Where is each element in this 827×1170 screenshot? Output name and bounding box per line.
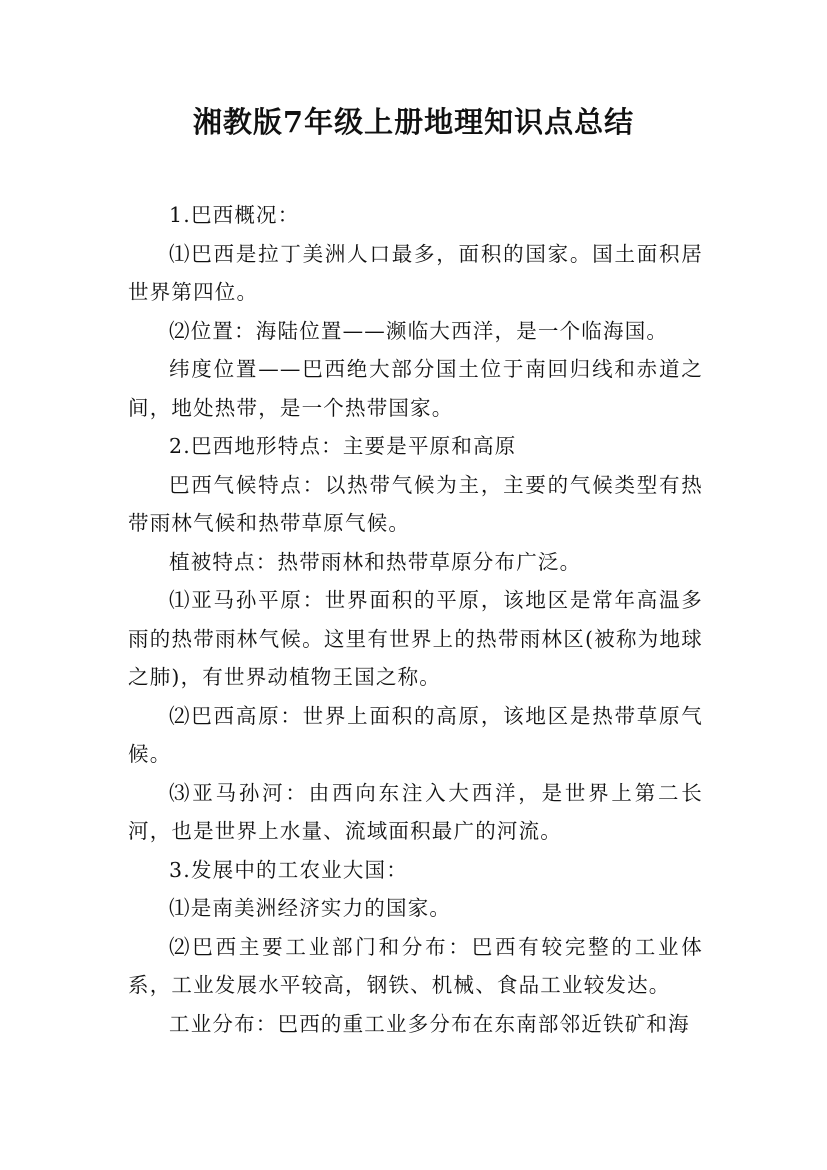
- paragraph-section-2-heading: 2.巴西地形特点：主要是平原和高原: [169, 434, 517, 458]
- document-body: [128, 196, 703, 1043]
- paragraph-section-3-heading: 3.发展中的工农业大国：: [169, 857, 408, 882]
- paragraph-industry-sectors: ⑵巴西主要工业部门和分布：巴西有较完整的工业体系，工业发展水平较高，钢铁、机械、食品工业较发达。: [128, 934, 703, 997]
- paragraph-latitude-position: 纬度位置——巴西绝大部分国土位于南回归线和赤道之间，地处热带，是一个热带国家。: [128, 357, 703, 420]
- paragraph-section-1-heading: 1.巴西概况：: [169, 203, 300, 227]
- paragraph-vegetation: 植被特点：热带雨林和热带草原分布广泛。: [169, 549, 582, 574]
- paragraph-brazilian-highlands: ⑵巴西高原：世界上面积的高原，该地区是热带草原气候。: [128, 703, 703, 766]
- paragraph-economic-strength: ⑴是南美洲经济实力的国家。: [169, 896, 452, 920]
- paragraph-sea-land-position: ⑵位置：海陆位置——濒临大西洋，是一个临海国。: [169, 318, 669, 343]
- document-title: 湘教版7年级上册地理知识点总结: [192, 105, 635, 139]
- paragraph-brazil-overview: ⑴巴西是拉丁美洲人口最多，面积的国家。国土面积居世界第四位。: [128, 241, 703, 304]
- paragraph-climate: 巴西气候特点：以热带气候为主，主要的气候类型有热带雨林气候和热带草原气候。: [128, 472, 703, 535]
- paragraph-amazon-plain: ⑴亚马孙平原：世界面积的平原，该地区是常年高温多雨的热带雨林气候。这里有世界上的热带雨林区(被称为地球之肺)，有世界动植物王国之称。: [128, 588, 703, 689]
- paragraph-industry-distribution: 工业分布：巴西的重工业多分布在东南部邻近铁矿和海: [169, 1011, 690, 1036]
- paragraph-amazon-river: ⑶亚马孙河：由西向东注入大西洋，是世界上第二长河，也是世界上水量、流域面积最广的河流。: [128, 780, 703, 843]
